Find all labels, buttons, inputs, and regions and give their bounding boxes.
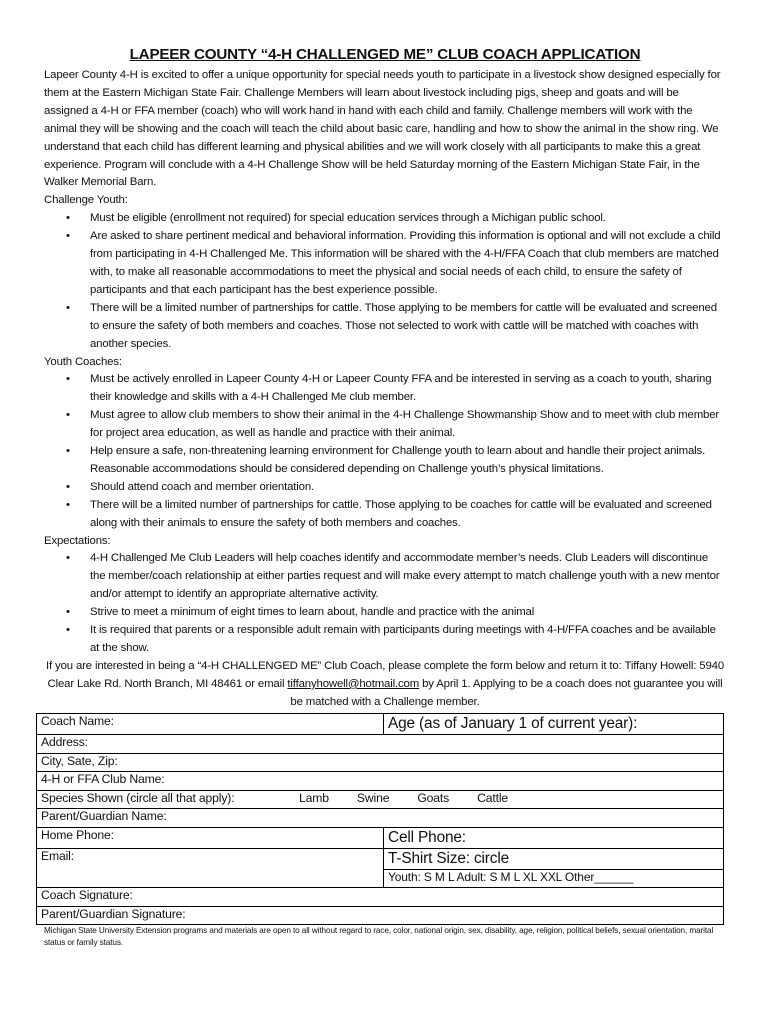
city-state-zip-field[interactable]: City, Sate, Zip: — [37, 753, 724, 772]
bullet-item: • Help ensure a safe, non-threatening learning environment for Challenge youth to learn about and handle their project animals. Reasonable accommodations should be considered depending on Challenge youth’s physical limitations. — [44, 443, 726, 479]
nondiscrimination-footer: Michigan State University Extension programs and materials are open to all without regard to race, color, national origin, sex, disability, age, religion, political beliefs, sexual orientation, marital status or family status. — [44, 926, 714, 947]
species-option-cattle[interactable]: Cattle — [477, 790, 509, 805]
application-page — [44, 46, 726, 712]
form-row — [37, 790, 724, 809]
species-option-goats[interactable]: Goats — [417, 790, 450, 805]
form-row — [37, 735, 724, 754]
species-field — [37, 790, 724, 809]
form-row — [37, 848, 724, 869]
bullet-list — [44, 550, 726, 657]
sections — [44, 192, 726, 658]
page-title: LAPEER COUNTY “4-H CHALLENGED ME” CLUB COACH APPLICATION — [129, 46, 641, 63]
species-option-swine[interactable]: Swine — [356, 790, 390, 805]
parent-name-field[interactable]: Parent/Guardian Name: — [37, 809, 724, 828]
section-heading: Youth Coaches: — [44, 355, 122, 368]
tshirt-size-options[interactable]: Youth: S M L Adult: S M L XL XXL Other______ — [384, 869, 724, 888]
application-form — [36, 713, 724, 925]
bullet-item: • It is required that parents or a responsible adult remain with participants during meetings with 4-H/FFA coaches and be available at the show. — [44, 622, 726, 658]
bullet-list — [44, 210, 726, 353]
email-field[interactable]: Email: — [37, 848, 384, 888]
bullet-item: • There will be a limited number of partnerships for cattle. Those applying to be coaches for cattle will be evaluated and screened along with their animals to ensure the safety of both members and coaches. — [44, 497, 726, 533]
bullet-list — [44, 371, 726, 532]
home-phone-field[interactable]: Home Phone: — [37, 827, 384, 848]
form-row — [37, 827, 724, 848]
cell-phone-field[interactable]: Cell Phone: — [384, 827, 724, 848]
form-row — [37, 714, 724, 735]
bullet-item: • 4-H Challenged Me Club Leaders will help coaches identify and accommodate member’s needs. Club Leaders will discontinue the member/coach relationship at either parties request and will make every attempt to match challenge youth with a new mentor and/or attempt to identify an appropriate alternative activity. — [44, 550, 726, 604]
address-field[interactable]: Address: — [37, 735, 724, 754]
tshirt-size-label: T-Shirt Size: circle — [384, 848, 724, 869]
form-row — [37, 809, 724, 828]
closing-paragraph — [44, 658, 726, 712]
bullet-item: • Must agree to allow club members to show their animal in the 4-H Challenge Showmanship Show and to meet with club member for project area education, as well as handle and practice with their animal. — [44, 407, 726, 443]
form-row — [37, 772, 724, 791]
email-link[interactable]: tiffanyhowell@hotmail.com — [287, 677, 420, 690]
species-label: Species Shown (circle all that apply): — [41, 790, 235, 805]
form-row — [37, 906, 724, 925]
species-option-lamb[interactable]: Lamb — [299, 790, 329, 805]
section-heading: Challenge Youth: — [44, 194, 128, 207]
closing-before: If you are interested in being a “4-H CHALLENGED ME” Club Coach, please complete the form below and return it to: Tiffany Howell: 5940 Clear Lake Rd. North Branch, MI 48461 or email — [45, 659, 725, 690]
intro-paragraph: Lapeer County 4-H is excited to offer a unique opportunity for special needs youth to participate in a livestock show designed especially for them at the Eastern Michigan State Fair. Challenge Members will learn about livestock including pigs, sheep and goats and will be assigned a 4-H or FFA member (coach) who will work hand in hand with each child and family. Challenge members will work with the animal they will be showing and the coach will teach the child about basic care, handling and how to show the animal in the show ring. We understand that each child has different learning and physical abilities and we will work closely with all participants to make this a great experience. Program will conclude with a 4-H Challenge Show will be held Saturday morning of the Eastern Michigan State Fair, in the Walker Memorial Barn. — [44, 69, 721, 189]
bullet-item: • Must be actively enrolled in Lapeer County 4-H or Lapeer County FFA and be interested in serving as a coach to youth, sharing their knowledge and skills with a 4-H Challenged Me club member. — [44, 371, 726, 407]
age-field[interactable]: Age (as of January 1 of current year): — [384, 714, 724, 735]
section-heading: Expectations: — [44, 534, 111, 547]
coach-signature-field[interactable]: Coach Signature: — [37, 888, 724, 907]
form-row — [37, 753, 724, 772]
bullet-item: • Must be eligible (enrollment not required) for special education services through a Michigan public school. — [44, 210, 726, 228]
club-name-field[interactable]: 4-H or FFA Club Name: — [37, 772, 724, 791]
parent-signature-field[interactable]: Parent/Guardian Signature: — [37, 906, 724, 925]
form-row — [37, 888, 724, 907]
bullet-item: • There will be a limited number of partnerships for cattle. Those applying to be members for cattle will be evaluated and screened to ensure the safety of both members and coaches. Those not selected to work with cattle will be matched with coaches with another species. — [44, 300, 726, 354]
coach-name-field[interactable]: Coach Name: — [37, 714, 384, 735]
document-body — [44, 67, 726, 712]
bullet-item: • Are asked to share pertinent medical and behavioral information. Providing this information is optional and will not exclude a child from participating in 4-H Challenged Me. This information will be shared with the 4-H/FFA Coach that club members are matched with, to make all reasonable accommodations to meet the physical and social needs of each child, to ensure the safety of participants and that each participant has the best experience possible. — [44, 228, 726, 300]
bullet-item: • Strive to meet a minimum of eight times to learn about, handle and practice with the animal — [44, 604, 726, 622]
bullet-item: • Should attend coach and member orientation. — [44, 479, 726, 497]
closing-after: by April 1. Applying to be a coach does not guarantee you will be matched with a Challenge member. — [290, 677, 723, 708]
